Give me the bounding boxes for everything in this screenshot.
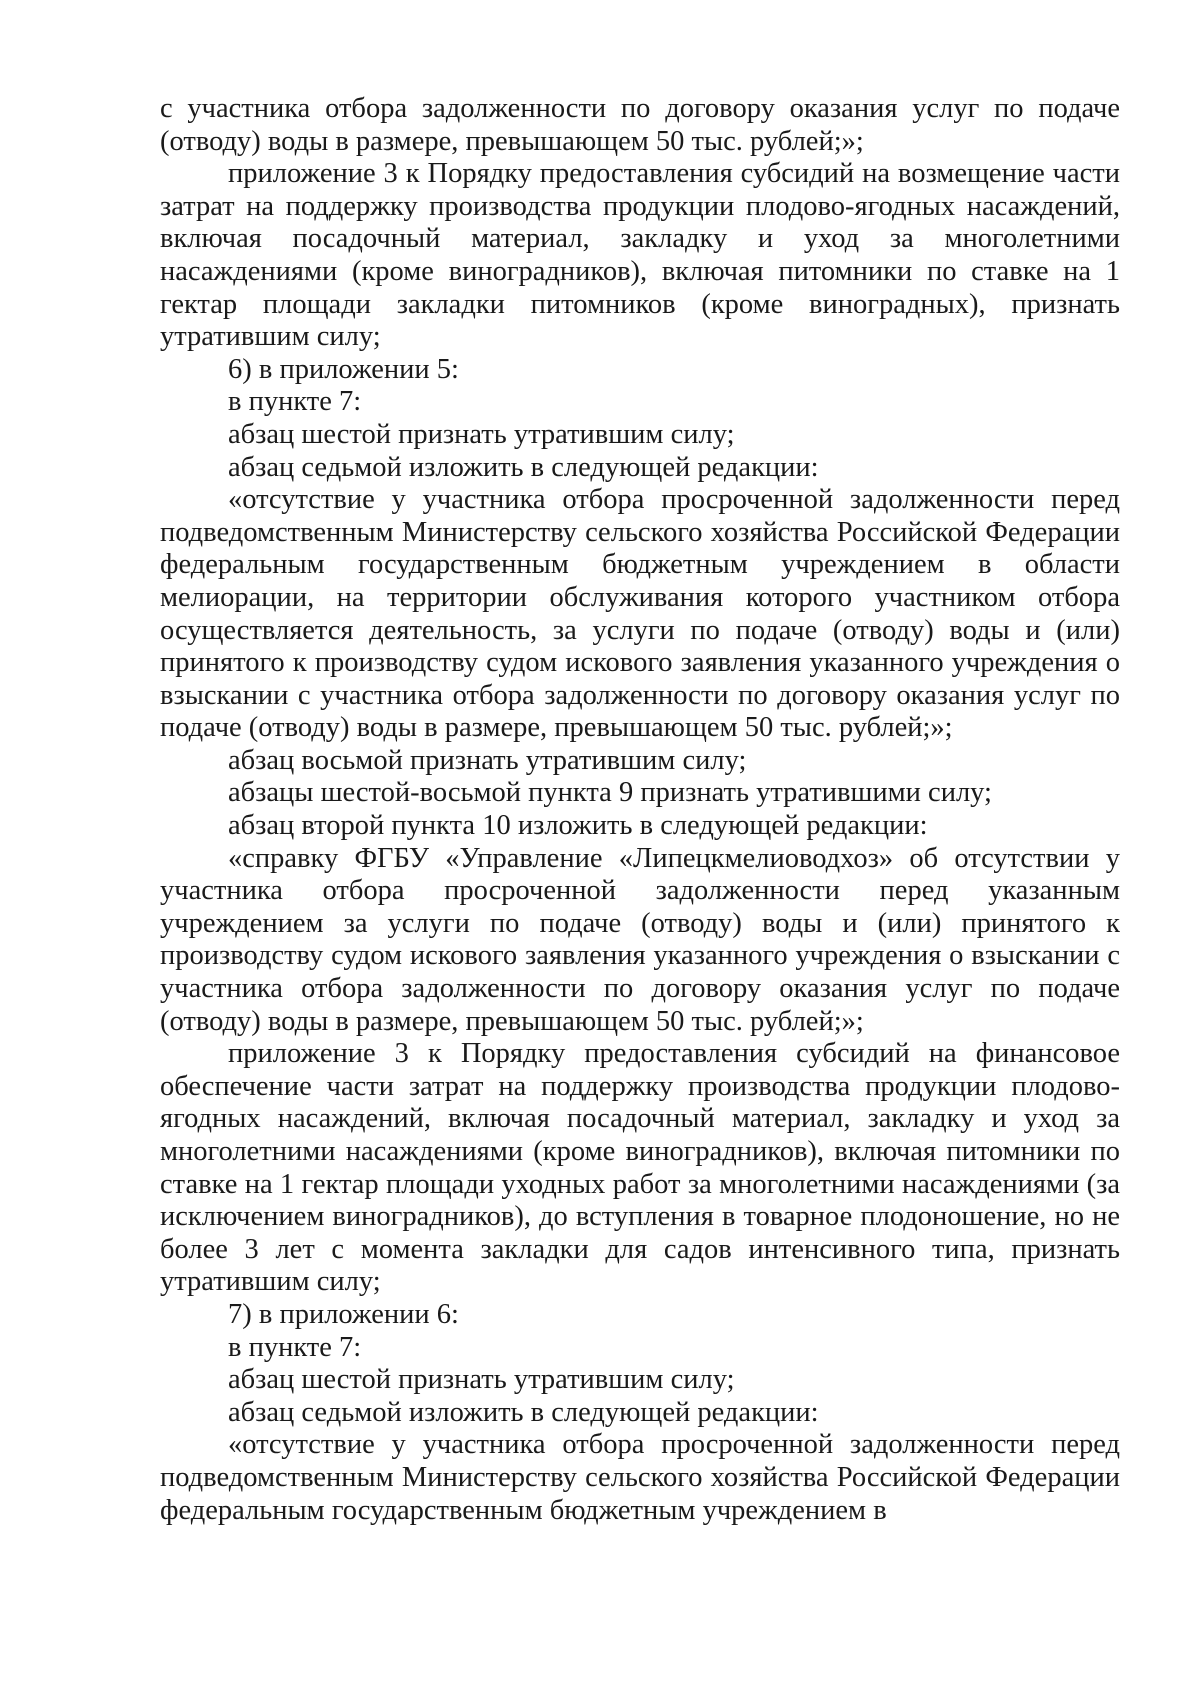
paragraph-point-9-void: абзацы шестой-восьмой пункта 9 признать утратившими силу; xyxy=(228,777,992,809)
paragraph-abzac-6-void-second: абзац шестой признать утратившим силу; xyxy=(228,1364,735,1396)
paragraph-point-7-second: в пункте 7: xyxy=(228,1331,362,1363)
paragraph-abzac-7-edit: абзац седьмой изложить в следующей редакции: xyxy=(228,451,819,483)
paragraph-item-6: 6) в приложении 5: xyxy=(228,353,459,385)
paragraph-quote-no-debt: «отсутствие у участника отбора просроченной задолженности перед подведомственным Министерству сельского хозяйства Российской Федерации федеральным государственным бюджетным учреждением в области мелиорации, на территории обслуживания которого участником отбора осуществляется деятельность, за услуги по подаче (отводу) воды и (или) принятого к производству судом искового заявления указанного учреждения о взыскании с участника отбора задолженности по договору оказания услуг по подаче (отводу) воды в размере, превышающем 50 тыс. рублей;»; xyxy=(160,484,1120,744)
paragraph-quote-certificate: «справку ФГБУ «Управление «Липецкмелиоводхоз» об отсутствии у участника отбора просроченной задолженности перед указанным учреждением за услуги по подаче (отводу) воды и (или) принятого к производству судом искового заявления указанного учреждения о взыскании с участника отбора задолженности по договору оказания услуг по подаче (отводу) воды в размере, превышающем 50 тыс. рублей;»; xyxy=(160,842,1120,1037)
paragraph-continuation: с участника отбора задолженности по договору оказания услуг по подаче (отводу) воды в размере, превышающем 50 тыс. рублей;»; xyxy=(160,93,1120,157)
paragraph-abzac-6-void: абзац шестой признать утратившим силу; xyxy=(228,418,735,450)
paragraph-appendix-3-financing: приложение 3 к Порядку предоставления субсидий на финансовое обеспечение части затрат на поддержку производства продукции плодово-ягодных насаждений, включая посадочный материал, закладку и уход за многолетними насаждениями (кроме виноградников), включая питомники по ставке на 1 гектар площади уходных работ за многолетними насаждениями (за исключением виноградников), до вступления в товарное плодоношение, но не более 3 лет с момента закладки для садов интенсивного типа, признать утратившим силу; xyxy=(160,1038,1120,1298)
paragraph-abzac-7-edit-second: абзац седьмой изложить в следующей редакции: xyxy=(228,1396,819,1428)
document-body xyxy=(160,93,1120,1527)
paragraph-point-7: в пункте 7: xyxy=(228,386,362,418)
paragraph-quote-no-debt-second: «отсутствие у участника отбора просроченной задолженности перед подведомственным Министерству сельского хозяйства Российской Федерации федеральным государственным бюджетным учреждением в xyxy=(160,1429,1120,1526)
paragraph-abzac-8-void: абзац восьмой признать утратившим силу; xyxy=(228,744,747,776)
paragraph-item-7: 7) в приложении 6: xyxy=(228,1298,459,1330)
paragraph-appendix-3-reimbursement: приложение 3 к Порядку предоставления субсидий на возмещение части затрат на поддержку производства продукции плодово-ягодных насаждений, включая посадочный материал, закладку и уход за многолетними насаждениями (кроме виноградников), включая питомники по ставке на 1 гектар площади закладки питомников (кроме виноградных), признать утратившим силу; xyxy=(160,158,1120,353)
paragraph-point-10-edit: абзац второй пункта 10 изложить в следующей редакции: xyxy=(228,810,928,842)
